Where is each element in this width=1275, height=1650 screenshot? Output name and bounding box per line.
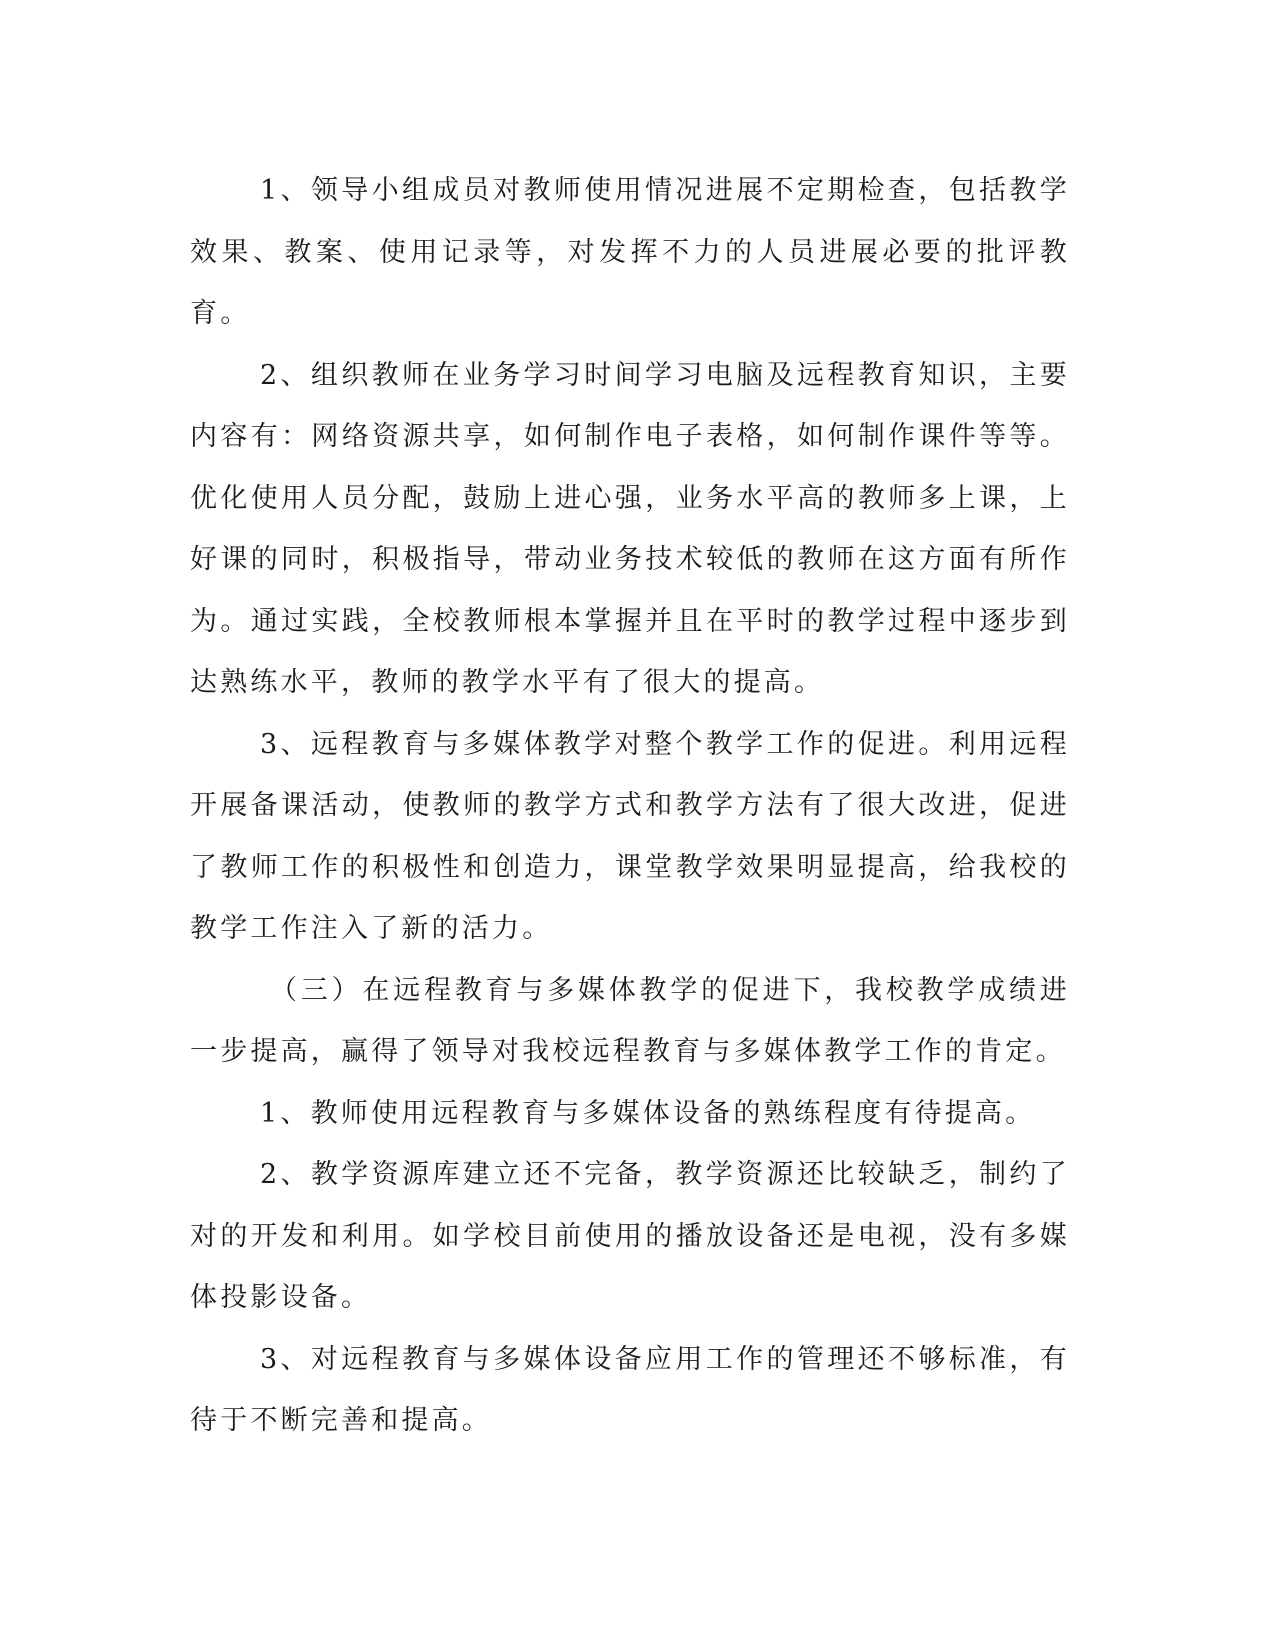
section-heading-three: （三）在远程教育与多媒体教学的促进下，我校教学成绩进一步提高，赢得了领导对我校远程教育与多媒体教学工作的肯定。 (190, 974, 1070, 1067)
paragraph-item-2: 2、组织教师在业务学习时间学习电脑及远程教育知识，主要内容有：网络资源共享，如何制作电子表格，如何制作课件等等。优化使用人员分配，鼓励上进心强，业务水平高的教师多上课，上好课的同时，积极指导，带动业务技术较低的教师在这方面有所作为。通过实践，全校教师根本掌握并且在平时的教学过程中逐步到达熟练水平，教师的教学水平有了很大的提高。 (190, 359, 1070, 698)
paragraph-item-3: 3、远程教育与多媒体教学对整个教学工作的促进。利用远程开展备课活动，使教师的教学方式和教学方法有了很大改进，促进了教师工作的积极性和创造力，课堂教学效果明显提高，给我校的教学工作注入了新的活力。 (190, 728, 1070, 944)
paragraph-problem-2: 2、教学资源库建立还不完备，教学资源还比较缺乏，制约了对的开发和利用。如学校目前使用的播放设备还是电视，没有多媒体投影设备。 (190, 1159, 1070, 1313)
paragraph-problem-1: 1、教师使用远程教育与多媒体设备的熟练程度有待提高。 (260, 1097, 1036, 1129)
paragraph-item-1: 1、领导小组成员对教师使用情况进展不定期检查，包括教学效果、教案、使用记录等，对发挥不力的人员进展必要的批评教育。 (190, 175, 1070, 329)
paragraph-problem-3: 3、对远程教育与多媒体设备应用工作的管理还不够标准，有待于不断完善和提高。 (190, 1343, 1070, 1436)
document-body (190, 160, 1070, 1452)
